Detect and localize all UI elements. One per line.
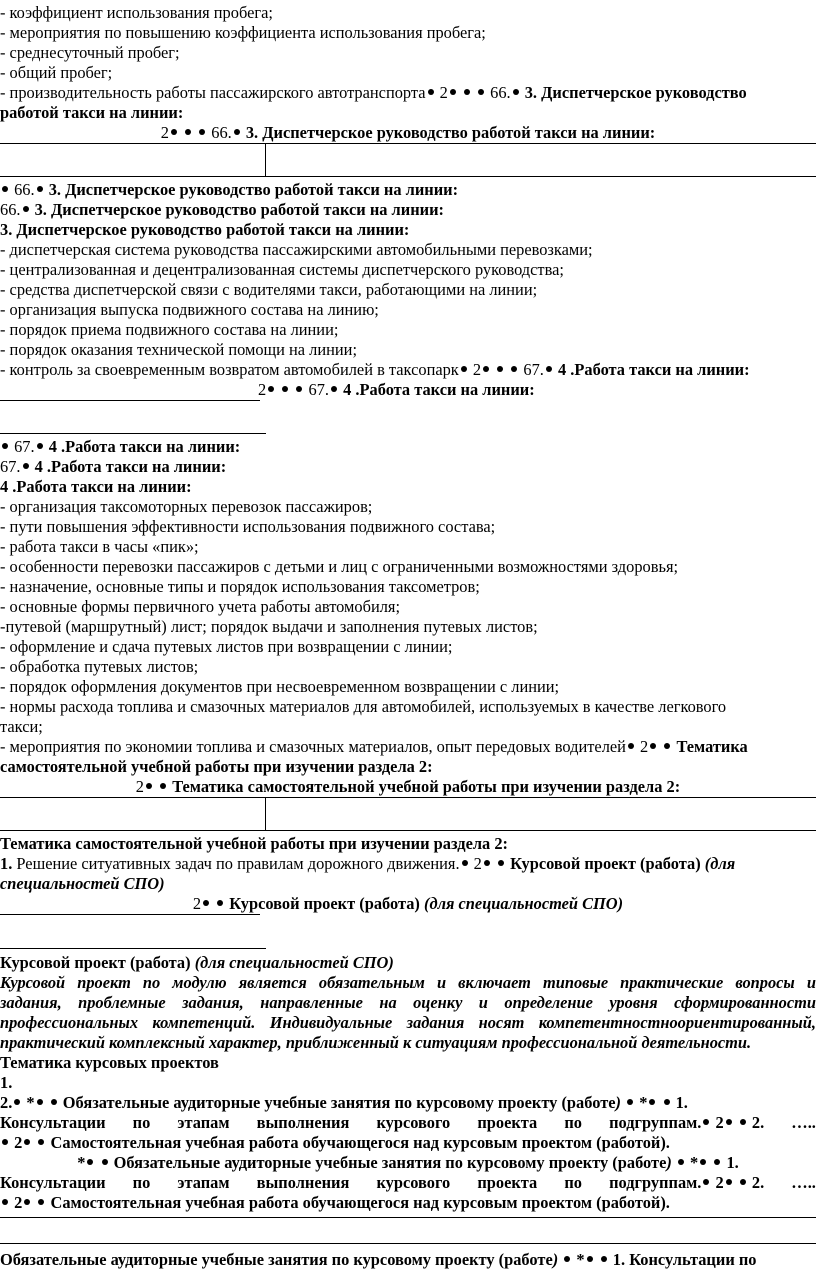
bullet-icon (714, 1159, 720, 1165)
text-line: Консультации по этапам выполнения курсового проекта по подгруппам. 2 2. ….. (0, 1173, 816, 1192)
bullet-icon (203, 900, 209, 906)
list-item: - основные формы первичного учета работы автомобиля; (0, 597, 401, 616)
bullet-icon (484, 860, 490, 866)
section-heading: Тематика курсовых проектов (0, 1053, 219, 1072)
bullet-icon (601, 1256, 607, 1262)
text-line: 67. 4 .Работа такси на линии: (0, 457, 227, 476)
bullet-icon (498, 860, 504, 866)
section-heading: 4 .Работа такси на линии: (553, 360, 750, 379)
list-item: 2. * Обязательные аудиторные учебные занятия по курсовому проекту (работе) * 1. (0, 1093, 688, 1112)
section-heading: 3. Диспетчерское руководство работой такси на линии: (241, 123, 656, 142)
bullet-icon (38, 1139, 44, 1145)
bullet-icon (160, 783, 166, 789)
bullet-icon (650, 743, 656, 749)
text-line: 66. 3. Диспетчерское руководство работой такси на линии: (0, 200, 444, 219)
bullet-icon (703, 1119, 709, 1125)
bullet-icon (199, 129, 205, 135)
text-line: * Обязательные аудиторные учебные занятия по курсовому проекту (работе) * 1. (77, 1153, 739, 1172)
bullet-icon (23, 206, 29, 212)
list-item: - работа такси в часы «пик»; (0, 537, 199, 556)
bullet-icon (497, 366, 503, 372)
section-heading: 3. Диспетчерское руководство работой такси на линии: (0, 220, 410, 239)
table-border-top (0, 143, 816, 144)
bullet-icon (462, 860, 468, 866)
list-item: - мероприятия по экономии топлива и смазочных материалов, опыт передовых водителей 2 Тематика (0, 737, 748, 756)
list-item: 1. (0, 1073, 13, 1092)
table-divider (265, 143, 266, 177)
text-line: Консультации по этапам выполнения курсового проекта по подгруппам. 2 2. ….. (0, 1113, 816, 1132)
paragraph-line: профессиональных компетенций. Индивидуальные задания носят компетентностноориентированный, (0, 1013, 816, 1032)
bullet-icon (37, 1099, 43, 1105)
list-item: 1. Решение ситуативных задач по правилам дорожного движения. 2 Курсовой проект (работа) (для (0, 854, 736, 873)
separator-line (0, 948, 266, 949)
bullet-icon (450, 89, 456, 95)
list-item: - особенности перевозки пассажиров с детьми и лиц с ограниченными возможностями здоровья; (0, 557, 679, 576)
separator-line (0, 914, 260, 915)
paragraph-line: Курсовой проект по модулю является обязательным и включает типовые практические вопросы и (0, 973, 816, 992)
paragraph-line: задания, проблемные задания, направленные на оценку и определение уровня сформированности (0, 993, 816, 1012)
bullet-icon (664, 1099, 670, 1105)
section-heading: Курсовой проект (работа) (для специальностей СПО) (0, 953, 394, 972)
text-line: 2 67. 4 .Работа такси на линии: (258, 380, 535, 399)
bullet-icon (102, 1159, 108, 1165)
bullet-icon (483, 366, 489, 372)
bullet-icon (740, 1119, 746, 1125)
bullet-icon (461, 366, 467, 372)
table-border-top (0, 1217, 816, 1218)
bullet-icon (24, 1139, 30, 1145)
bullet-icon (296, 386, 302, 392)
bullet-icon (428, 89, 434, 95)
text-line: - мероприятия по повышению коэффициента использования пробега; (0, 23, 486, 42)
paragraph-line: практический комплексный характер, приближенный к ситуациям профессиональной деятельности. (0, 1033, 752, 1052)
bullet-icon (268, 386, 274, 392)
text-line: - производительность работы пассажирского автотранспорта 2 66. 3. Диспетчерское руководство (0, 83, 747, 102)
list-item: - организация таксомоторных перевозок пассажиров; (0, 497, 373, 516)
bullet-icon (282, 386, 288, 392)
section-heading: 4 .Работа такси на линии: (0, 477, 192, 496)
bullet-icon (217, 900, 223, 906)
list-item: - средства диспетчерской связи с водителями такси, работающими на линии; (0, 280, 538, 299)
bullet-icon (478, 89, 484, 95)
bullet-icon (511, 366, 517, 372)
bullet-icon (24, 1199, 30, 1205)
bullet-icon (2, 443, 8, 449)
list-item: - диспетчерская система руководства пассажирскими автомобильными перевозками; (0, 240, 593, 259)
bullet-icon (726, 1119, 732, 1125)
section-heading: 3. Диспетчерское руководство (520, 83, 747, 102)
text-line: Обязательные аудиторные учебные занятия по курсовому проекту (работе) * 1. Консультации по (0, 1250, 757, 1269)
list-item: - пути повышения эффективности использования подвижного состава; (0, 517, 496, 536)
bullet-icon (51, 1099, 57, 1105)
text-line: - коэффициент использования пробега; (0, 3, 273, 22)
bullet-icon (678, 1159, 684, 1165)
list-item: -путевой (маршрутный) лист; порядок выдачи и заполнения путевых листов; (0, 617, 538, 636)
bullet-icon (628, 743, 634, 749)
bullet-icon (171, 129, 177, 135)
text-line: 2 Тематика самостоятельной учебной работы при изучении раздела 2: (135, 777, 681, 796)
table-border-bottom (0, 1243, 816, 1244)
bullet-icon (464, 89, 470, 95)
separator-line (0, 433, 266, 434)
bullet-icon (14, 1099, 20, 1105)
table-border-top (0, 797, 816, 798)
text-line: 66. 3. Диспетчерское руководство работой такси на линии: (0, 180, 816, 200)
text-line: специальностей СПО) (0, 874, 165, 893)
bullet-icon (587, 1256, 593, 1262)
bullet-icon (703, 1179, 709, 1185)
bullet-icon (87, 1159, 93, 1165)
list-item: - обработка путевых листов; (0, 657, 199, 676)
bullet-icon (37, 186, 43, 192)
bullet-icon (2, 186, 8, 192)
bullet-icon (513, 89, 519, 95)
bullet-icon (2, 1139, 8, 1145)
bullet-icon (564, 1256, 570, 1262)
text-line: - общий пробег; (0, 63, 113, 82)
list-item: - оформление и сдача путевых листов при возвращении с линии; (0, 637, 453, 656)
list-item: - порядок оказания технической помощи на линии; (0, 340, 357, 359)
list-item: - порядок оформления документов при несвоевременном возвращении с линии; (0, 677, 560, 696)
table-divider (265, 797, 266, 831)
list-item: - организация выпуска подвижного состава на линию; (0, 300, 379, 319)
table-border-bottom (0, 176, 816, 177)
text-line: 2 Самостоятельная учебная работа обучающегося над курсовым проектом (работой). (0, 1193, 816, 1213)
bullet-icon (2, 1199, 8, 1205)
bullet-icon (700, 1159, 706, 1165)
text-line: 2 Самостоятельная учебная работа обучающегося над курсовым проектом (работой). (0, 1133, 816, 1153)
bullet-icon (649, 1099, 655, 1105)
section-heading: самостоятельной учебной работы при изучении раздела 2: (0, 757, 433, 776)
table-border-bottom (0, 830, 816, 831)
bullet-icon (146, 783, 152, 789)
text-line: 2 Курсовой проект (работа) (для специальностей СПО) (192, 894, 624, 913)
bullet-icon (664, 743, 670, 749)
bullet-icon (726, 1179, 732, 1185)
list-item: - централизованная и децентрализованная системы диспетчерского руководства; (0, 260, 564, 279)
text-line: - среднесуточный пробег; (0, 43, 180, 62)
bullet-icon (185, 129, 191, 135)
list-item: такси; (0, 717, 43, 736)
bullet-icon (23, 463, 29, 469)
bullet-icon (627, 1099, 633, 1105)
text-line: 67. 4 .Работа такси на линии: (0, 437, 816, 457)
bullet-icon (38, 1199, 44, 1205)
bullet-icon (546, 366, 552, 372)
list-item: - назначение, основные типы и порядок использования таксометров; (0, 577, 480, 596)
list-item: - порядок приема подвижного состава на линии; (0, 320, 339, 339)
list-item: - контроль за своевременным возвратом автомобилей в таксопарк 2 67. 4 .Работа такси на линии: (0, 360, 750, 379)
section-heading: Тематика самостоятельной учебной работы при изучении раздела 2: (0, 834, 508, 853)
list-item: - нормы расхода топлива и смазочных материалов для автомобилей, используемых в качестве легкового (0, 697, 727, 716)
bullet-icon (37, 443, 43, 449)
separator-line (0, 400, 260, 401)
text-line: 2 66. 3. Диспетчерское руководство работой такси на линии: (160, 123, 656, 142)
section-heading: работой такси на линии: (0, 103, 184, 122)
bullet-icon (331, 386, 337, 392)
bullet-icon (234, 129, 240, 135)
bullet-icon (740, 1179, 746, 1185)
